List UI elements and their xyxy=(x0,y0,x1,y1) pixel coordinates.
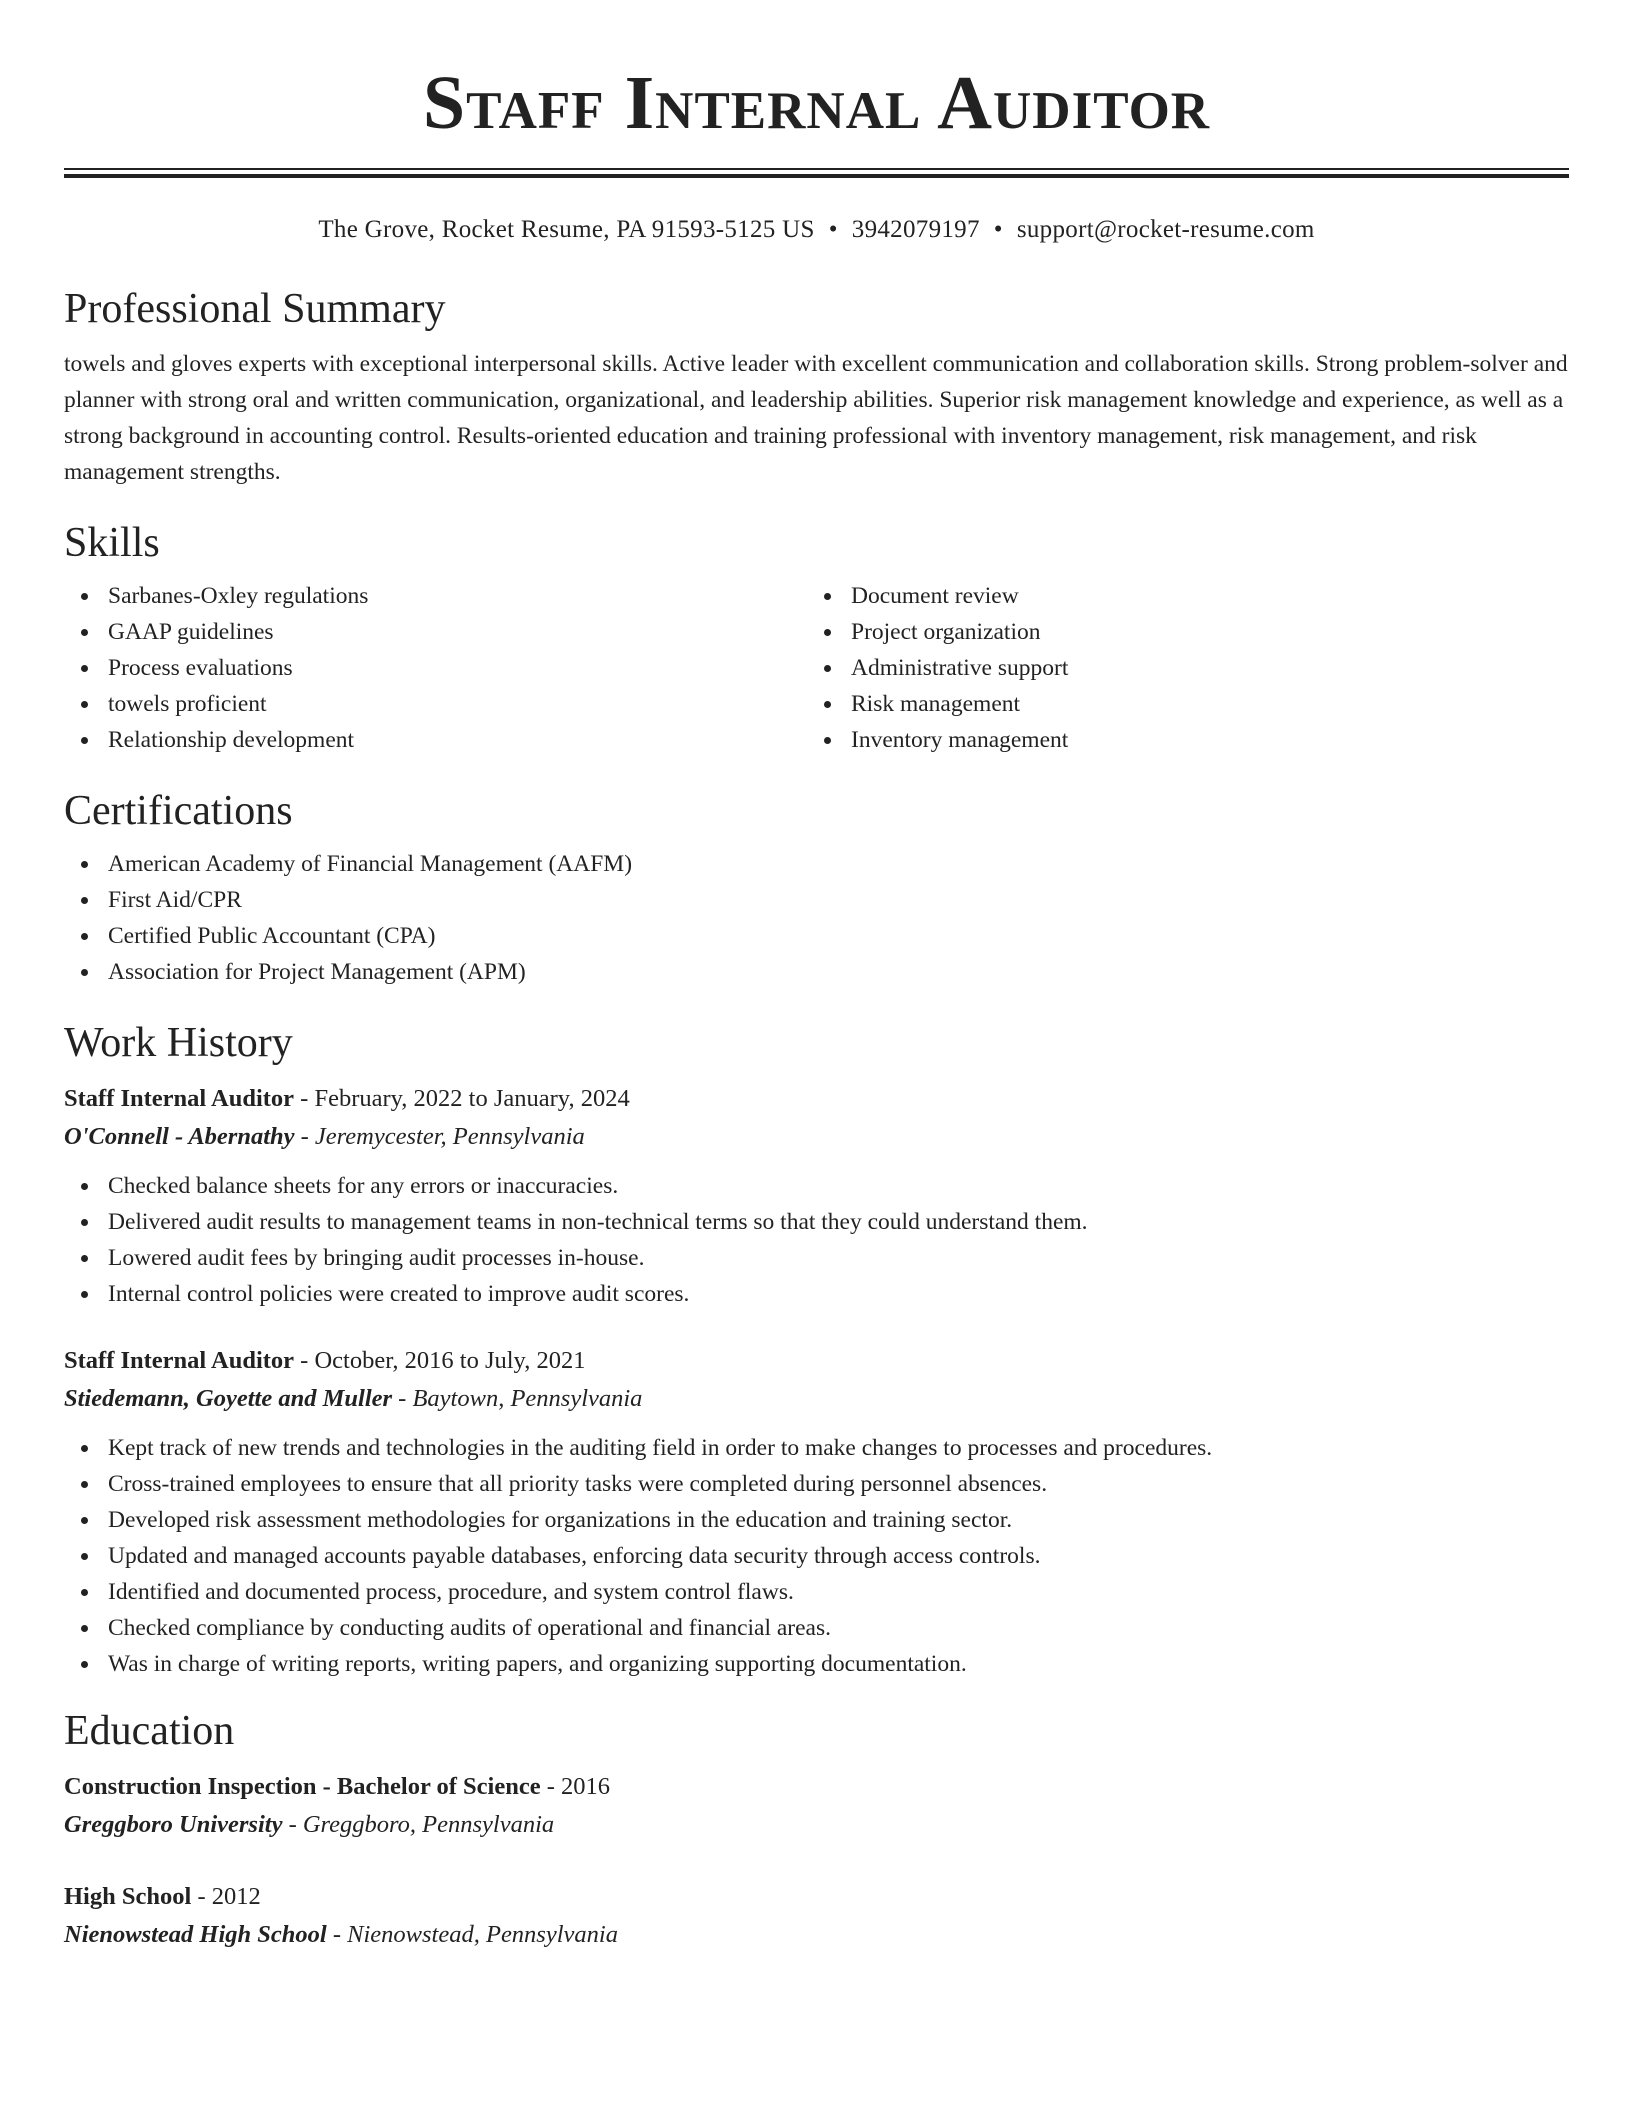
job-location: - Jeremycester, Pennsylvania xyxy=(294,1123,585,1150)
skill-item: Sarbanes-Oxley regulations xyxy=(64,578,807,614)
skills-columns xyxy=(64,578,1569,758)
job-company-line xyxy=(64,1118,1569,1156)
education-school-line xyxy=(64,1916,1569,1954)
education-heading: Education xyxy=(64,1708,235,1754)
job-duty-item: Was in charge of writing reports, writing papers, and organizing supporting documentation. xyxy=(64,1646,1569,1682)
job-duty-item: Updated and managed accounts payable databases, enforcing data security through access controls. xyxy=(64,1538,1569,1574)
resume-title: Staff Internal Auditor xyxy=(422,61,1211,145)
education-location: - Nienowstead, Pennsylvania xyxy=(326,1921,618,1948)
education-year: - 2012 xyxy=(191,1883,261,1910)
summary-text: towels and gloves experts with exceptional interpersonal skills. Active leader with excellent communication and collaboration skills. Strong problem-solver and planner with strong oral and written communication, organizational, and leadership abilities. Superior risk management knowledge and experience, as well as a strong background in accounting control. Results-oriented education and training professional with inventory management, risk management, and risk management strengths. xyxy=(64,351,1568,485)
job-duty-item: Checked compliance by conducting audits of operational and financial areas. xyxy=(64,1610,1569,1646)
education-degree: Construction Inspection - Bachelor of Science xyxy=(64,1773,541,1800)
header-divider-thin xyxy=(64,168,1569,170)
work-history-heading: Work History xyxy=(64,1020,293,1066)
job-duty-item: Lowered audit fees by bringing audit processes in-house. xyxy=(64,1240,1569,1276)
education-degree-line xyxy=(64,1768,1569,1806)
skill-item: Risk management xyxy=(807,686,1550,722)
job-duties-list xyxy=(64,1168,1569,1312)
job-duties-list xyxy=(64,1430,1569,1682)
skill-item: Inventory management xyxy=(807,722,1550,758)
job-title: Staff Internal Auditor xyxy=(64,1347,295,1374)
job-duty-item: Developed risk assessment methodologies for organizations in the education and training sector. xyxy=(64,1502,1569,1538)
skill-item: Process evaluations xyxy=(64,650,807,686)
summary-heading: Professional Summary xyxy=(64,286,446,332)
education-school-line xyxy=(64,1806,1569,1844)
job-duty-item: Identified and documented process, procedure, and system control flaws. xyxy=(64,1574,1569,1610)
skill-item: Administrative support xyxy=(807,650,1550,686)
skills-heading: Skills xyxy=(64,520,160,566)
contact-line xyxy=(64,214,1569,246)
skills-list-left xyxy=(64,578,807,758)
contact-email: support@rocket-resume.com xyxy=(1016,216,1315,243)
education-school: Greggboro University xyxy=(64,1811,283,1838)
skill-item: GAAP guidelines xyxy=(64,614,807,650)
education-degree: High School xyxy=(64,1883,192,1910)
job-duty-item: Delivered audit results to management teams in non-technical terms so that they could understand them. xyxy=(64,1204,1569,1240)
skill-item: Relationship development xyxy=(64,722,807,758)
certification-item: Certified Public Accountant (CPA) xyxy=(64,918,1569,954)
job-duty-item: Cross-trained employees to ensure that all priority tasks were completed during personnel absences. xyxy=(64,1466,1569,1502)
job-title: Staff Internal Auditor xyxy=(64,1085,295,1112)
job-dates: - February, 2022 to January, 2024 xyxy=(294,1085,630,1112)
job-duty-item: Internal control policies were created to improve audit scores. xyxy=(64,1276,1569,1312)
skill-item: Project organization xyxy=(807,614,1550,650)
job-dates: - October, 2016 to July, 2021 xyxy=(294,1347,586,1374)
contact-separator: • xyxy=(828,216,838,243)
education-year: - 2016 xyxy=(540,1773,611,1800)
education-entry xyxy=(64,1768,1569,1844)
education-school: Nienowstead High School xyxy=(64,1921,327,1948)
job-duty-item: Kept track of new trends and technologies in the auditing field in order to make changes to processes and procedures. xyxy=(64,1430,1569,1466)
job-entry xyxy=(64,1080,1569,1312)
job-title-line xyxy=(64,1342,1569,1380)
skills-list-right xyxy=(807,578,1550,758)
certifications-list xyxy=(64,846,1569,990)
job-company-line xyxy=(64,1380,1569,1418)
certification-item: First Aid/CPR xyxy=(64,882,1569,918)
certifications-heading: Certifications xyxy=(64,788,293,834)
education-entry xyxy=(64,1878,1569,1954)
skill-item: towels proficient xyxy=(64,686,807,722)
skill-item: Document review xyxy=(807,578,1550,614)
resume-page xyxy=(64,0,1569,1954)
job-company: O'Connell - Abernathy xyxy=(64,1123,295,1150)
contact-address: The Grove, Rocket Resume, PA 91593-5125 US xyxy=(318,216,815,243)
job-entry xyxy=(64,1342,1569,1682)
job-company: Stiedemann, Goyette and Muller xyxy=(64,1385,393,1412)
contact-phone: 3942079197 xyxy=(851,216,980,243)
header-divider-thick xyxy=(64,174,1569,178)
certification-item: Association for Project Management (APM) xyxy=(64,954,1569,990)
certification-item: American Academy of Financial Management (AAFM) xyxy=(64,846,1569,882)
education-degree-line xyxy=(64,1878,1569,1916)
job-duty-item: Checked balance sheets for any errors or inaccuracies. xyxy=(64,1168,1569,1204)
education-location: - Greggboro, Pennsylvania xyxy=(282,1811,555,1838)
job-location: - Baytown, Pennsylvania xyxy=(392,1385,643,1412)
contact-separator: • xyxy=(993,216,1003,243)
job-title-line xyxy=(64,1080,1569,1118)
